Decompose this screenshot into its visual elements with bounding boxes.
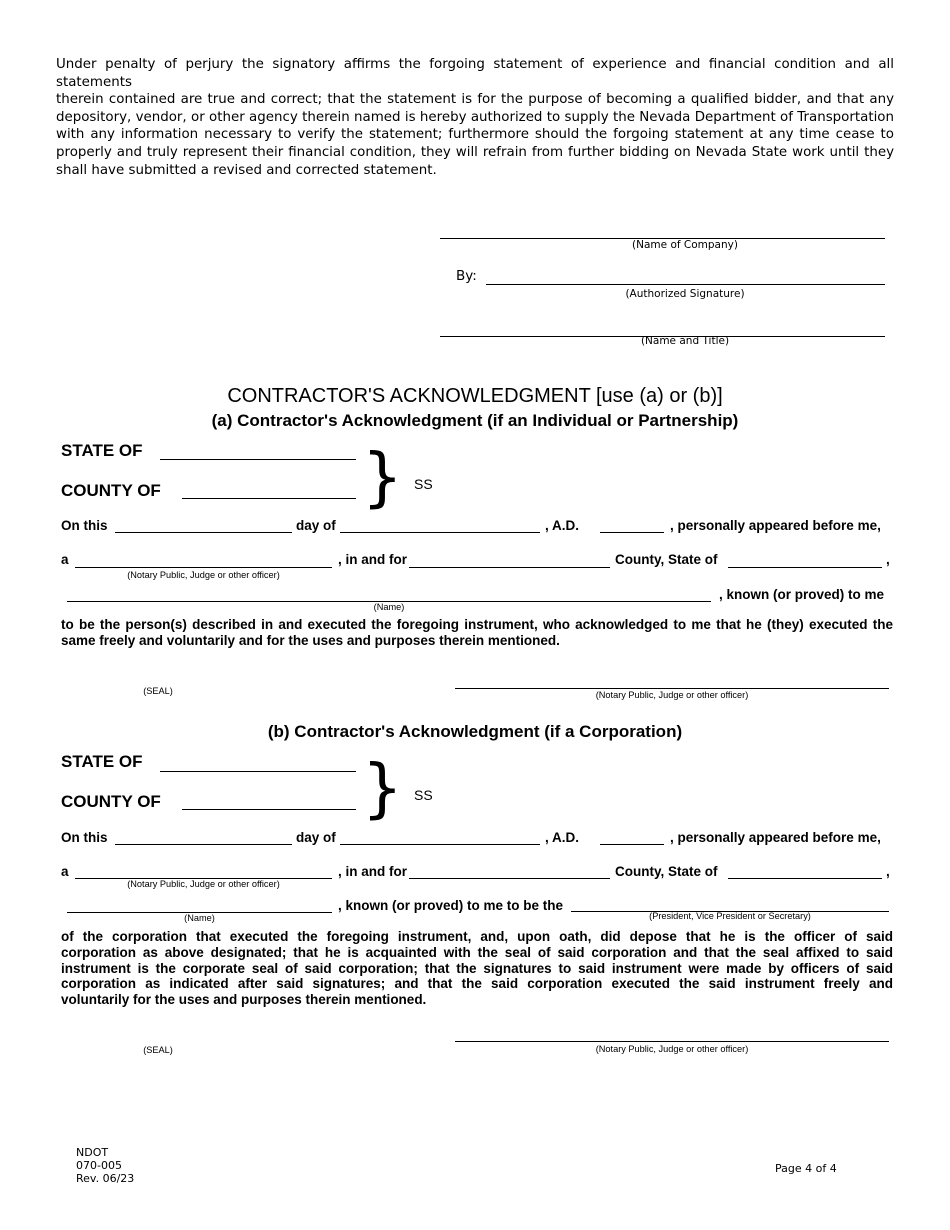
seal-label: (SEAL) <box>143 1045 173 1055</box>
statement-line: depository, vendor, or other agency therein named is hereby authorized to supply the Nevada Department of Transportation <box>56 109 894 125</box>
notary-signature-line[interactable] <box>455 1041 889 1042</box>
month-line[interactable] <box>340 844 540 845</box>
known-label: , known (or proved) to me <box>719 587 885 602</box>
county-line[interactable] <box>409 567 610 568</box>
state-of-line[interactable] <box>160 459 356 460</box>
name-caption: (Name) <box>373 602 405 612</box>
by-label: By: <box>456 268 477 284</box>
body-line: corporation as indicated after said signatures; and that the said corporation executed the said instrument freely and <box>61 976 893 992</box>
statement-line: properly and truly represent their financial condition, they will refrain from further bidding on Nevada State work until they <box>56 144 894 160</box>
section-b-title: (b) Contractor's Acknowledgment (if a Corporation) <box>267 722 683 741</box>
in-and-for-label: , in and for <box>338 552 407 567</box>
statement-line: Under penalty of perjury the signatory affirms the forgoing statement of experience and financial condition and all statements <box>56 57 894 90</box>
name-caption: (Name) <box>184 913 215 923</box>
a-label: a <box>61 864 69 879</box>
county-line[interactable] <box>409 878 610 879</box>
body-line: corporation as above designated; that he is acquainted with the seal of said corporation and that the seal affixed to said <box>61 944 893 960</box>
acknowledgment-heading: CONTRACTOR'S ACKNOWLEDGMENT [use (a) or (b)] <box>227 385 723 407</box>
body-line: of the corporation that executed the foregoing instrument, and, upon oath, did depose that he is the officer of said <box>61 929 893 944</box>
president-caption: (President, Vice President or Secretary) <box>649 911 811 921</box>
ss-label: SS <box>414 476 433 492</box>
section-a-title: (a) Contractor's Acknowledgment (if an Individual or Partnership) <box>211 411 739 430</box>
county-of-line[interactable] <box>182 809 356 810</box>
state-of-label: STATE OF <box>61 441 143 460</box>
perjury-statement <box>56 56 894 179</box>
day-line[interactable] <box>115 532 292 533</box>
month-line[interactable] <box>340 532 540 533</box>
notary-caption: (Notary Public, Judge or other officer) <box>595 1044 749 1054</box>
day-line[interactable] <box>115 844 292 845</box>
a-label: a <box>61 552 69 567</box>
comma-label: , <box>886 864 890 879</box>
county-state-label: County, State of <box>615 864 718 879</box>
on-this-label: On this <box>61 830 108 845</box>
day-of-label: day of <box>296 518 336 533</box>
state-of-line[interactable] <box>160 771 356 772</box>
notary-signature-line[interactable] <box>455 688 889 689</box>
company-name-caption: (Name of Company) <box>632 239 738 251</box>
form-number: 070-005 <box>76 1159 122 1172</box>
statement-line: shall have submitted a revised and corrected statement. <box>56 162 437 178</box>
name-and-title-caption: (Name and Title) <box>640 335 730 347</box>
county-state-label: County, State of <box>615 552 718 567</box>
seal-label: (SEAL) <box>143 686 173 696</box>
section-b-body <box>61 929 893 1008</box>
ad-label: , A.D. <box>545 518 580 533</box>
officer-caption: (Notary Public, Judge or other officer) <box>127 570 280 580</box>
county-of-label: COUNTY OF <box>61 481 161 500</box>
authorized-signature-line[interactable] <box>486 284 885 285</box>
state-line[interactable] <box>728 878 882 879</box>
brace-icon: } <box>362 752 403 826</box>
comma-label: , <box>886 552 890 567</box>
page-number: Page 4 of 4 <box>775 1162 837 1175</box>
authorized-signature-caption: (Authorized Signature) <box>625 288 745 300</box>
year-line[interactable] <box>600 532 664 533</box>
form-identifier <box>76 1146 134 1185</box>
on-this-label: On this <box>61 518 108 533</box>
year-line[interactable] <box>600 844 664 845</box>
body-line: instrument is the corporate seal of said corporation; that the signatures to said instrument were made by officers of said <box>61 960 893 976</box>
in-and-for-label: , in and for <box>338 864 407 879</box>
brace-icon: } <box>362 441 403 515</box>
county-of-line[interactable] <box>182 498 356 499</box>
appeared-label: , personally appeared before me, <box>670 518 881 533</box>
known-label: , known (or proved) to me to be the <box>338 898 564 913</box>
statement-line: with any information necessary to verify the statement; furthermore should the forgoing statement at any time cease to <box>56 127 894 143</box>
appeared-label: , personally appeared before me, <box>670 830 881 845</box>
ad-label: , A.D. <box>545 830 580 845</box>
body-line: same freely and voluntarily and for the uses and purposes therein mentioned. <box>61 632 560 648</box>
ss-label: SS <box>414 787 433 803</box>
statement-line: therein contained are true and correct; that the statement is for the purpose of becoming a qualified bidder, and that any <box>56 92 894 108</box>
revision-date: Rev. 06/23 <box>76 1172 135 1185</box>
section-a-body <box>61 617 893 649</box>
county-of-label: COUNTY OF <box>61 792 161 811</box>
day-of-label: day of <box>296 830 336 845</box>
body-line: to be the person(s) described in and executed the foregoing instrument, who acknowledged to me that he (they) executed the <box>61 617 893 632</box>
state-line[interactable] <box>728 567 882 568</box>
notary-caption: (Notary Public, Judge or other officer) <box>595 690 749 700</box>
officer-caption: (Notary Public, Judge or other officer) <box>127 879 280 889</box>
org-label: NDOT <box>76 1146 109 1159</box>
officer-line[interactable] <box>75 567 332 568</box>
state-of-label: STATE OF <box>61 752 143 771</box>
body-line: voluntarily for the uses and purposes therein mentioned. <box>61 992 427 1008</box>
